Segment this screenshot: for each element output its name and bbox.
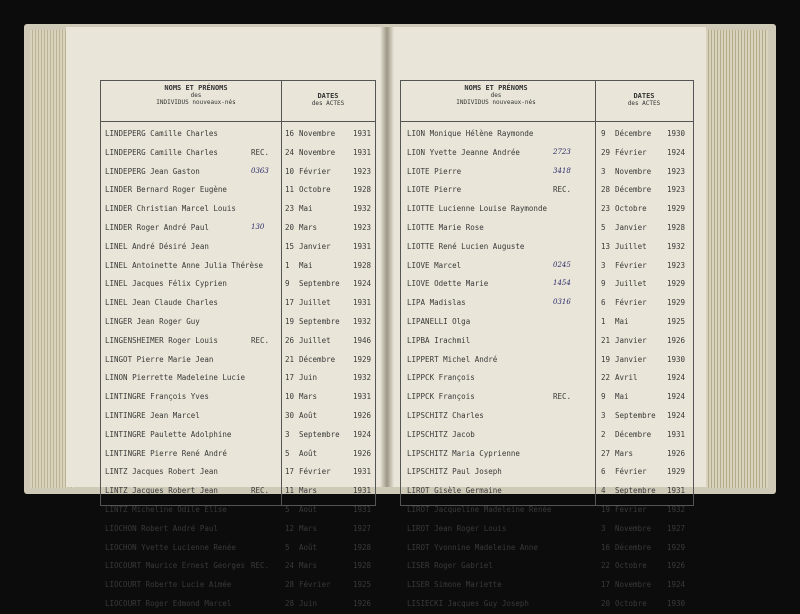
register-entry (401, 275, 693, 294)
entry-day: 23 (285, 204, 295, 214)
entry-name: LINTINGRE Paulette Adolphine (105, 429, 232, 439)
entry-month: Mars (299, 523, 318, 533)
register-entry (401, 219, 693, 238)
entry-month: Février (299, 467, 331, 477)
entry-month: Février (615, 147, 647, 157)
entry-name: LIROT Jean Roger Louis (407, 523, 507, 533)
entry-year: 1931 (353, 504, 372, 514)
entry-month: Mai (299, 260, 313, 270)
entry-name: LINGENSHEIMER Roger Louis (105, 335, 218, 345)
entry-month: Octobre (615, 598, 647, 608)
entry-name: LINDEPERG Camille Charles (105, 147, 218, 157)
entry-day: 17 (285, 467, 295, 477)
entry-day: 13 (601, 241, 611, 251)
entry-month: Mars (299, 561, 318, 571)
entry-year: 1926 (667, 561, 686, 571)
entry-month: Janvier (615, 222, 647, 232)
entry-day: 17 (285, 298, 295, 308)
entry-day: 23 (601, 204, 611, 214)
entry-name: LINGOT Pierre Marie Jean (105, 354, 214, 364)
entry-month: Avril (615, 373, 638, 383)
register-entry (401, 238, 693, 257)
entry-day: 11 (285, 185, 295, 195)
register-entry (401, 351, 693, 370)
entry-year: 1925 (353, 580, 372, 590)
register-entry (101, 520, 375, 539)
entry-day: 30 (285, 410, 295, 420)
entry-month: Janvier (615, 335, 647, 345)
entry-year: 1923 (667, 166, 686, 176)
entry-day: 19 (601, 504, 611, 514)
book-gutter (380, 27, 394, 487)
register-entry (101, 539, 375, 558)
entry-month: Décembre (615, 542, 652, 552)
entry-day: 3 (285, 429, 290, 439)
entry-name: LINTZ Jacques Robert Jean (105, 486, 218, 496)
entry-year: 1932 (667, 504, 686, 514)
entry-day: 4 (601, 486, 606, 496)
header-divider (101, 121, 375, 122)
entry-month: Septembre (299, 279, 340, 289)
entry-annotation: 2723 (553, 147, 571, 156)
entry-day: 6 (601, 298, 606, 308)
entry-month: Juin (299, 598, 318, 608)
entry-annotation: REC. (251, 561, 270, 571)
entry-year: 1931 (353, 392, 372, 402)
entry-day: 19 (601, 354, 611, 364)
names-header-nouveaux: nouveaux-nés (492, 99, 536, 106)
entry-name: LINEL Antoinette Anne Julia Thérèse (105, 260, 264, 270)
entry-name: LIOVE Odette Marie (407, 279, 489, 289)
entry-year: 1928 (353, 260, 372, 270)
entry-year: 1929 (667, 467, 686, 477)
register-entry (101, 313, 375, 332)
entry-year: 1931 (353, 129, 372, 138)
register-entry (101, 369, 375, 388)
entry-month: Juin (299, 373, 318, 383)
entry-month: Août (299, 504, 318, 514)
dates-header-title: DATES (633, 92, 655, 100)
entry-month: Mars (615, 448, 634, 458)
left-page (66, 27, 386, 608)
register-entry (101, 238, 375, 257)
entry-day: 28 (285, 580, 295, 590)
entry-day: 3 (601, 166, 606, 176)
entry-year: 1931 (667, 429, 686, 439)
entry-year: 1928 (353, 561, 372, 571)
entry-annotation: 3418 (553, 166, 571, 175)
entry-name: LIROT Yvonnine Madeleine Anne (407, 542, 538, 552)
entry-name: LIPSCHITZ Jacob (407, 429, 475, 439)
names-header (141, 85, 251, 106)
entry-day: 22 (601, 561, 611, 571)
entry-year: 1929 (353, 354, 372, 364)
entry-day: 27 (601, 448, 611, 458)
entry-day: 17 (601, 580, 611, 590)
register-entry (401, 125, 693, 144)
register-entry (401, 520, 693, 539)
entry-name: LIOCHON Robert André Paul (105, 523, 218, 533)
entry-name: LION Yvette Jeanne Andrée (407, 147, 520, 157)
register-entry (401, 445, 693, 464)
entry-year: 1926 (353, 448, 372, 458)
register-entry (101, 595, 375, 614)
entry-month: Mars (299, 222, 318, 232)
entry-name: LIPSCHITZ Charles (407, 410, 484, 420)
entry-annotation: 0363 (251, 166, 269, 175)
entry-name: LION Monique Hélène Raymonde (407, 129, 534, 138)
entry-day: 20 (601, 598, 611, 608)
entry-day: 9 (601, 392, 606, 402)
entry-name: LINDEPERG Camille Charles (105, 129, 218, 138)
entry-year: 1929 (667, 279, 686, 289)
entry-name: LISER Simone Mariette (407, 580, 502, 590)
register-entry (401, 482, 693, 501)
register-entry (401, 200, 693, 219)
register-entry (101, 332, 375, 351)
entry-day: 22 (601, 373, 611, 383)
entry-year: 1931 (353, 467, 372, 477)
entry-year: 1946 (353, 335, 372, 345)
entry-year: 1924 (667, 147, 686, 157)
entry-month: Juillet (615, 279, 647, 289)
entry-month: Février (615, 298, 647, 308)
entry-year: 1931 (353, 241, 372, 251)
register-entry (101, 181, 375, 200)
register-entry (101, 294, 375, 313)
entry-name: LINEL Jacques Félix Cyprien (105, 279, 227, 289)
entry-year: 1926 (667, 448, 686, 458)
entry-annotation: 0245 (553, 260, 571, 269)
register-entry (101, 219, 375, 238)
register-entry (401, 463, 693, 482)
entry-year: 1931 (667, 486, 686, 496)
entry-month: Janvier (299, 241, 331, 251)
entry-day: 24 (285, 561, 295, 571)
register-entry (101, 351, 375, 370)
register-entry (401, 388, 693, 407)
entry-day: 29 (601, 147, 611, 157)
register-entry (101, 275, 375, 294)
entry-name: LIOTTE Lucienne Louise Raymonde (407, 204, 547, 214)
entry-annotation: 1454 (553, 279, 571, 288)
entry-year: 1929 (667, 542, 686, 552)
entry-month: Octobre (615, 561, 647, 571)
entry-day: 24 (285, 147, 295, 157)
entry-day: 9 (285, 279, 290, 289)
entry-annotation: REC. (251, 486, 270, 496)
entry-year: 1926 (353, 598, 372, 608)
entry-day: 5 (285, 448, 290, 458)
entry-month: Août (299, 448, 318, 458)
entry-year: 1932 (353, 204, 372, 214)
entry-year: 1924 (667, 410, 686, 420)
page-stack-right (706, 30, 768, 488)
names-header (431, 85, 561, 106)
register-entry (101, 426, 375, 445)
entry-annotation: REC. (251, 335, 270, 345)
register-entry (101, 388, 375, 407)
entry-year: 1932 (667, 241, 686, 251)
entry-month: Septembre (299, 316, 340, 326)
entry-year: 1931 (353, 298, 372, 308)
entry-month: Décembre (299, 354, 336, 364)
entry-month: Décembre (615, 129, 652, 138)
entry-month: Février (615, 467, 647, 477)
entry-year: 1930 (667, 354, 686, 364)
entry-day: 21 (601, 335, 611, 345)
entry-day: 9 (601, 279, 606, 289)
names-header-individus: INDIVIDUS (456, 99, 489, 106)
register-entry (101, 200, 375, 219)
entry-month: Septembre (615, 486, 656, 496)
register-entry (401, 501, 693, 520)
register-entry (401, 539, 693, 558)
entry-annotation: 130 (251, 222, 265, 231)
entry-annotation: REC. (553, 185, 572, 195)
entry-month: Janvier (615, 354, 647, 364)
register-entry (101, 463, 375, 482)
entry-month: Novembre (299, 147, 336, 157)
entry-month: Novembre (615, 166, 652, 176)
entry-annotation: REC. (251, 147, 270, 157)
entry-name: LINTINGRE Pierre René André (105, 448, 227, 458)
entry-year: 1926 (353, 410, 372, 420)
right-page (388, 27, 706, 608)
entry-day: 26 (285, 335, 295, 345)
dates-header-sub: des ACTES (627, 100, 661, 107)
entry-year: 1926 (667, 335, 686, 345)
register-entry (101, 482, 375, 501)
entry-day: 28 (601, 185, 611, 195)
register-entry (401, 426, 693, 445)
entry-name: LIOTTE Marie Rose (407, 222, 484, 232)
register-entry (101, 407, 375, 426)
entry-month: Octobre (615, 204, 647, 214)
register-entry (101, 445, 375, 464)
entry-month: Février (615, 504, 647, 514)
entry-day: 3 (601, 410, 606, 420)
entry-day: 19 (285, 316, 295, 326)
register-entry (401, 407, 693, 426)
register-entry (401, 576, 693, 595)
entry-name: LIOTE Pierre (407, 166, 462, 176)
dates-header (595, 93, 693, 107)
register-entry (401, 595, 693, 614)
entry-day: 5 (601, 222, 606, 232)
entry-month: Février (615, 260, 647, 270)
entry-day: 16 (601, 542, 611, 552)
entry-month: Février (299, 166, 331, 176)
register-entry (401, 181, 693, 200)
register-table-right (400, 80, 694, 608)
register-entry (401, 557, 693, 576)
entry-year: 1928 (353, 185, 372, 195)
entry-name: LINDEPERG Jean Gaston (105, 166, 200, 176)
entry-name: LIROT Gisèle Germaine (407, 486, 502, 496)
register-entry (401, 369, 693, 388)
register-rows-right (401, 125, 693, 614)
entry-month: Août (299, 410, 318, 420)
entry-year: 1923 (667, 260, 686, 270)
entry-year: 1928 (353, 542, 372, 552)
entry-year: 1932 (353, 373, 372, 383)
register-entry (101, 557, 375, 576)
register-entry (101, 257, 375, 276)
entry-annotation: 0316 (553, 298, 571, 307)
entry-month: Mai (615, 316, 629, 326)
entry-month: Juillet (615, 241, 647, 251)
entry-name: LIPANELLI Olga (407, 316, 471, 326)
entry-month: Décembre (615, 429, 652, 439)
entry-name: LIPSCHITZ Paul Joseph (407, 467, 502, 477)
entry-month: Mars (299, 486, 318, 496)
entry-month: Juillet (299, 335, 331, 345)
dates-header (281, 93, 375, 107)
entry-day: 3 (601, 260, 606, 270)
names-header-nouveaux: nouveaux-nés (192, 99, 236, 106)
entry-year: 1927 (667, 523, 686, 533)
entry-name: LINDER Roger André Paul (105, 222, 209, 232)
entry-day: 15 (285, 241, 295, 251)
entry-day: 12 (285, 523, 295, 533)
register-entry (401, 257, 693, 276)
dates-header-title: DATES (317, 92, 339, 100)
entry-day: 11 (285, 486, 295, 496)
entry-year: 1931 (353, 486, 372, 496)
entry-month: Mai (299, 204, 313, 214)
entry-year: 1924 (667, 580, 686, 590)
entry-day: 5 (285, 542, 290, 552)
entry-day: 28 (285, 598, 295, 608)
entry-name: LIOCOURT Maurice Ernest Georges (105, 561, 245, 571)
entry-year: 1927 (353, 523, 372, 533)
register-entry (401, 163, 693, 182)
register-entry (101, 501, 375, 520)
names-header-individus: INDIVIDUS (156, 99, 189, 106)
register-entry (101, 576, 375, 595)
entry-day: 1 (285, 260, 290, 270)
entry-month: Mars (299, 392, 318, 402)
register-entry (101, 163, 375, 182)
entry-day: 2 (601, 429, 606, 439)
entry-month: Mai (615, 392, 629, 402)
entry-year: 1924 (667, 373, 686, 383)
entry-month: Novembre (615, 580, 652, 590)
entry-name: LIOTTE René Lucien Auguste (407, 241, 525, 251)
entry-name: LIOCOURT Roberte Lucie Aimée (105, 580, 232, 590)
entry-month: Novembre (615, 523, 652, 533)
entry-day: 9 (601, 129, 606, 138)
entry-month: Septembre (299, 429, 340, 439)
entry-day: 10 (285, 392, 295, 402)
entry-month: Février (299, 580, 331, 590)
entry-name: LISER Roger Gabriel (407, 561, 493, 571)
names-header-des: des (490, 92, 502, 99)
names-header-title: NOMS ET PRÉNOMS (464, 84, 528, 92)
entry-year: 1923 (353, 166, 372, 176)
entry-month: Août (299, 542, 318, 552)
entry-day: 21 (285, 354, 295, 364)
entry-day: 20 (285, 222, 295, 232)
entry-name: LINGER Jean Roger Guy (105, 316, 200, 326)
register-entry (401, 313, 693, 332)
entry-month: Juillet (299, 298, 331, 308)
entry-annotation: REC. (553, 392, 572, 402)
entry-name: LIPPCK François (407, 373, 475, 383)
entry-name: LIPSCHITZ Maria Cyprienne (407, 448, 520, 458)
entry-name: LIPPCK François (407, 392, 475, 402)
entry-name: LINON Pierrette Madeleine Lucie (105, 373, 245, 383)
register-table-left (100, 80, 376, 608)
entry-day: 3 (601, 523, 606, 533)
entry-year: 1932 (353, 316, 372, 326)
entry-year: 1925 (667, 316, 686, 326)
entry-year: 1930 (667, 598, 686, 608)
entry-name: LINTZ Micheline Odile Elise (105, 504, 227, 514)
entry-month: Octobre (299, 185, 331, 195)
entry-name: LIPA Madislas (407, 298, 466, 308)
entry-year: 1924 (353, 279, 372, 289)
register-entry (401, 144, 693, 163)
entry-month: Novembre (299, 129, 336, 138)
entry-name: LINTZ Jacques Robert Jean (105, 467, 218, 477)
entry-name: LISIECKI Jacques Guy Joseph (407, 598, 529, 608)
names-header-title: NOMS ET PRÉNOMS (164, 84, 228, 92)
entry-name: LIROT Jacqueline Madeleine Renée (407, 504, 552, 514)
entry-day: 5 (285, 504, 290, 514)
entry-day: 17 (285, 373, 295, 383)
register-rows-left (101, 125, 375, 614)
entry-month: Décembre (615, 185, 652, 195)
entry-name: LIOCOURT Roger Edmond Marcel (105, 598, 232, 608)
entry-day: 16 (285, 129, 295, 138)
entry-day: 1 (601, 316, 606, 326)
names-header-des: des (190, 92, 202, 99)
entry-name: LINTINGRE François Yves (105, 392, 209, 402)
entry-year: 1924 (667, 392, 686, 402)
entry-name: LINEL André Désiré Jean (105, 241, 209, 251)
entry-year: 1930 (667, 129, 686, 138)
entry-name: LIOTE Pierre (407, 185, 462, 195)
entry-name: LIOVE Marcel (407, 260, 462, 270)
entry-year: 1923 (667, 185, 686, 195)
entry-year: 1929 (667, 204, 686, 214)
entry-year: 1929 (667, 298, 686, 308)
entry-year: 1924 (353, 429, 372, 439)
entry-name: LINDER Bernard Roger Eugène (105, 185, 227, 195)
dates-header-sub: des ACTES (311, 100, 345, 107)
entry-name: LINEL Jean Claude Charles (105, 298, 218, 308)
register-entry (101, 125, 375, 144)
entry-name: LIPPERT Michel André (407, 354, 498, 364)
entry-year: 1923 (353, 222, 372, 232)
entry-name: LIPBA Irachmil (407, 335, 471, 345)
entry-name: LINDER Christian Marcel Louis (105, 204, 236, 214)
register-entry (101, 144, 375, 163)
header-divider (401, 121, 693, 122)
register-entry (401, 294, 693, 313)
entry-day: 10 (285, 166, 295, 176)
entry-day: 6 (601, 467, 606, 477)
entry-month: Septembre (615, 410, 656, 420)
entry-year: 1928 (667, 222, 686, 232)
entry-name: LINTINGRE Jean Marcel (105, 410, 200, 420)
register-entry (401, 332, 693, 351)
entry-year: 1931 (353, 147, 372, 157)
entry-name: LIOCHON Yvette Lucienne Renée (105, 542, 236, 552)
